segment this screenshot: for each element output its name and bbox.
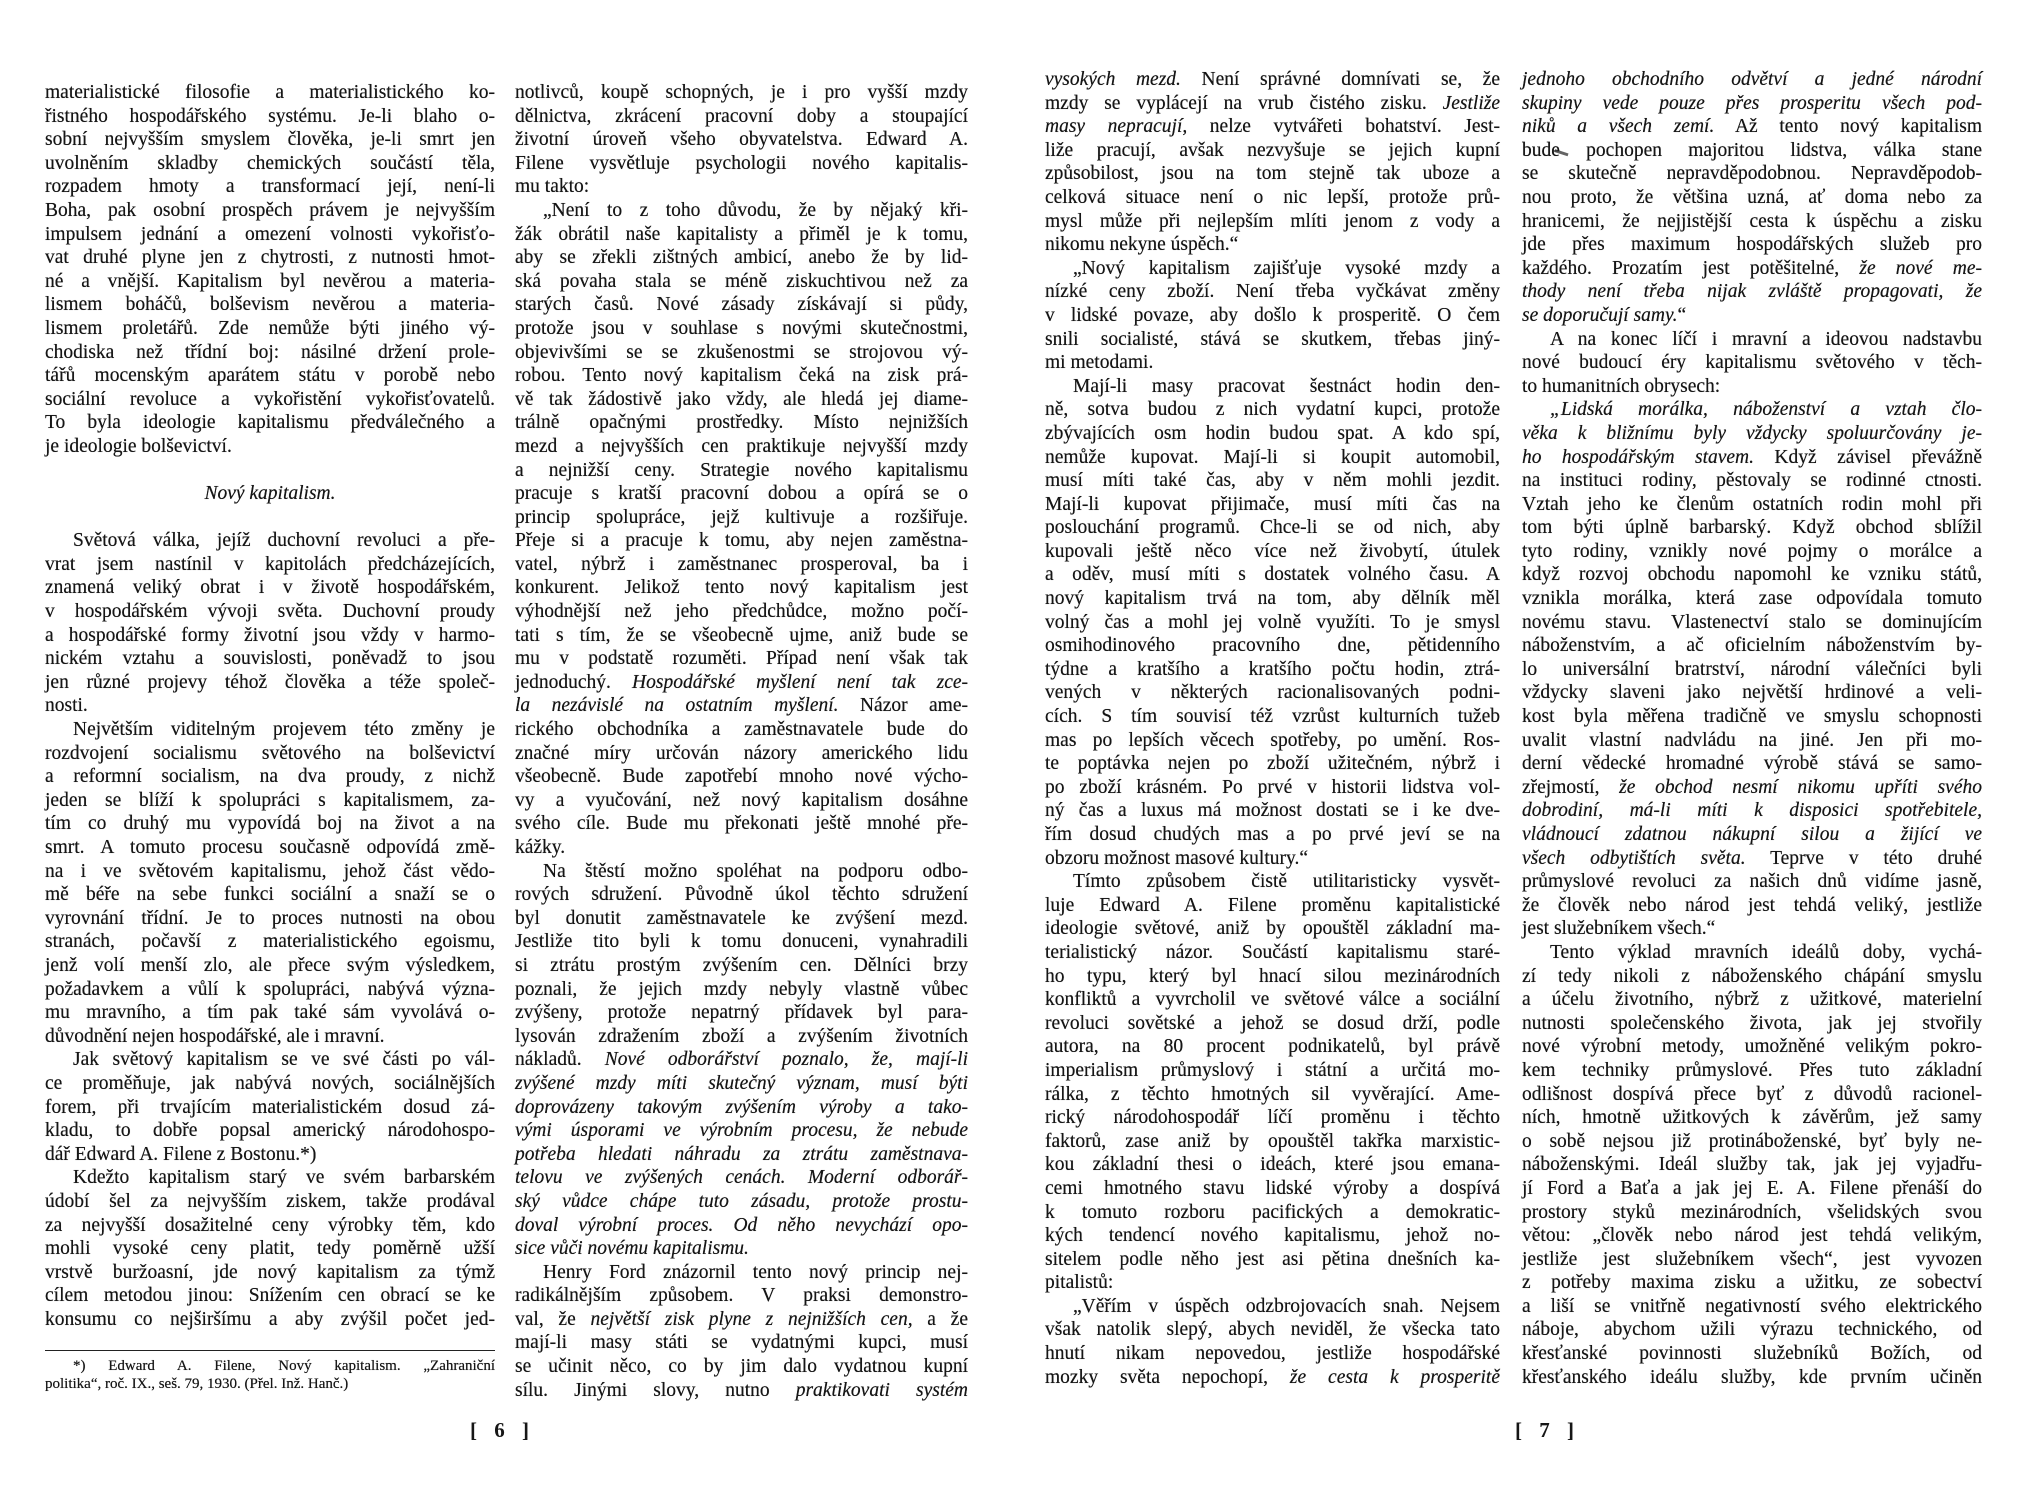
italic-segment: vládnoucí zdatnou nákupní silou a žijící ve [1522, 824, 1982, 845]
text-line: Mají-li masy pracovat šestnáct hodin den- [1073, 375, 1500, 397]
text-line: mi metodami. [1045, 352, 1154, 374]
text-line: mezd a nejvyšších cen praktikuje nejvyšší mzdy [515, 435, 968, 457]
text-line: křesťanského ideálu služby, kde prvním učiněn [1522, 1366, 1982, 1388]
text-line: větou: „člověk nebo národ jest tehdá velikým, [1522, 1225, 1982, 1247]
text-line: volný čas a mohl jej volně využíti. To je smysl [1045, 611, 1500, 633]
text-line: vždycky slaveni jako největší hrdinové a veli- [1522, 682, 1982, 704]
text-line: „Nový kapitalism zajišťuje vysoké mzdy a [1073, 257, 1500, 279]
text-line: nový kapitalism trvá na tom, aby dělník měl [1045, 588, 1500, 610]
text-line: Jak světový kapitalism se ve své části po vál- [73, 1049, 495, 1071]
text-line: Filene vysvětluje psychologii nového kapitalis- [515, 152, 968, 174]
text-segment: val, že [515, 1308, 591, 1330]
text-line: autora, na 80 procent podnikatelů, byl právě [1045, 1036, 1500, 1058]
text-line: luje Edward A. Filene proměnu kapitalistické [1045, 894, 1500, 916]
text-line: týdne a kratšího a kratšího počtu hodin, ztrá- [1045, 658, 1500, 680]
text-line: Jestliže tito byli k tomu donuceni, vynahradili [515, 931, 968, 953]
text-line: konfliktů a vyvrcholil ve světové válce a sociální [1045, 989, 1500, 1011]
text-line: tářů mocenským aparátem státu v porobě nebo [45, 365, 495, 387]
italic-segment: „Lidská morálka, náboženství a vztah člo- [1550, 399, 1982, 421]
italic-segment: dobrodiní, má-li míti k disposici spotřebitele, [1522, 800, 1982, 822]
text-line: jenž volí menší zlo, ale přece svým výsledkem, [45, 954, 495, 976]
page-number-left: [ 6 ] [470, 1418, 535, 1442]
text-line: nikomu nekyne úspěch.“ [1045, 234, 1239, 256]
text-line: rický národohospodář líčí proměnu i těchto [1045, 1107, 1500, 1129]
text-line: vznikla morálka, která zase odpovídala tomuto [1522, 588, 1982, 610]
text-line [515, 1308, 968, 1332]
text-line: a liší se vnitřně negativností svého elektrického [1522, 1295, 1982, 1317]
text-line: musí míti také čas, aby v něm mohli jezdit. [1045, 470, 1500, 492]
text-segment: Není správné domnívati se, že [1180, 69, 1500, 90]
text-line: jí Ford a Baťa a jak jej E. A. Filene přenáší do [1522, 1177, 1982, 1199]
section-heading: Nový kapitalism. [204, 483, 336, 505]
italic-segment: že nové me- [1859, 257, 1982, 279]
text-line: celková situace není o nic lepší, protože prů- [1045, 186, 1500, 208]
text-line: nové budoucí éry kapitalismu světového v těch- [1522, 352, 1982, 374]
text-line: lismem proletářů. Zde nemůže býti jiného vý- [45, 317, 495, 339]
text-line: z potřeby maxima zisku a užitku, ze sobectví [1522, 1272, 1982, 1294]
text-line: radikálnějším způsobem. V praksi demonstro- [515, 1285, 968, 1307]
text-line: nosti. [45, 695, 88, 717]
text-line: robou. Tento nový kapitalism čeká na zisk prá- [515, 365, 968, 387]
text-line: vy a vyučování, než nový kapitalism dosáhne [515, 789, 968, 811]
text-line: rozdvojení socialismu světového na bolševictví [45, 742, 495, 764]
text-line: To byla ideologie kapitalismu předválečného a [45, 412, 495, 434]
text-line: a nejnižší ceny. Strategie nového kapitalismu [515, 459, 968, 481]
text-segment: nelze vytvářeti bohatství. Jest- [1187, 116, 1501, 138]
text-line: požadavkem a vůlí k spolupráci, nabývá význa- [45, 978, 495, 1000]
text-line: hranicemi, že nejjistější cesta k úspěchu a zisku [1522, 210, 1982, 232]
text-line: ních, hmotně užitkových k závěrům, jež samy [1522, 1107, 1982, 1129]
text-line: způsobilost, jsou na tom stejně tak uboze a [1045, 163, 1500, 185]
text-line: osmihodinového pracovního dne, pětidenního [1045, 635, 1500, 657]
text-line: dář Edward A. Filene z Bostonu.*) [45, 1143, 317, 1165]
text-line: prostory styků mezinárodních, všelidských svou [1522, 1201, 1982, 1223]
text-line: pitalistů: [1045, 1272, 1114, 1294]
text-line: svého cíle. Bude mu překonati ještě mnohé pře- [515, 813, 968, 835]
text-line: Tento výklad mravních ideálů doby, vychá- [1550, 941, 1982, 963]
text-line: kupovali ještě něco více než živobytí, útulek [1045, 540, 1500, 562]
text-line: rálka, z těchto hmotných sil vyvěrající. Ame- [1045, 1083, 1500, 1105]
text-line: když rozvoj obchodu napomohl ke vzniku států, [1522, 564, 1982, 586]
text-line: cemi hmotného stavu lidské výroby a dospívá [1045, 1177, 1500, 1199]
text-segment: zřejmostí, [1522, 776, 1620, 798]
page-number-right: [ 7 ] [1515, 1418, 1580, 1442]
text-line: tom býti úplně barbarský. Když obchod sblížil [1522, 517, 1982, 539]
text-segment: sílu. Jinými slovy, nutno [515, 1379, 796, 1401]
italic-segment: zvýšené mzdy míti skutečný význam, musí býti [515, 1072, 968, 1094]
text-line: náboženskými. Ideál služby tak, jak jej vyjadřu- [1522, 1154, 1982, 1176]
italic-segment: vými úsporami ve výrobním procesu, že nebude [515, 1120, 968, 1142]
text-line [1045, 92, 1500, 116]
italic-segment: věka k bližnímu byly vždycky spoluurčovány je- [1522, 422, 1982, 444]
text-line: mysl může při nejlepším mlíti jenom z vody a [1045, 210, 1500, 232]
text-line: je ideologie bolševictví. [45, 435, 232, 457]
text-line: mě béře na sebe funkci sociální a snaží se o [45, 884, 495, 906]
text-line: vě tak žádostivě jako vždy, ale hledá jej diame- [515, 388, 968, 410]
text-line: trálně opačnými prostředky. Místo nejnižších [515, 412, 968, 434]
italic-segment: potřeba hledati náhradu za ztrátu zaměstnava- [515, 1143, 968, 1165]
text-line: starých časů. Nové zásady získávají si půdy, [515, 294, 968, 316]
text-line: impulsem jednání a omezení volnosti vykořisťo- [45, 223, 495, 245]
text-line: mají-li masy státi se vydatnými kupci, musí [515, 1332, 968, 1354]
italic-segment: thody není třeba nijak zvláště propagovati, že [1522, 281, 1982, 303]
text-line: Přeje si a pracuje k tomu, aby nejen zaměstna- [515, 530, 968, 552]
text-line: novému stavu. Vlastenectví stalo se dominujícím [1522, 611, 1982, 633]
text-line [1522, 422, 1982, 446]
text-segment: Teprve v této druhé [1745, 847, 1982, 869]
text-line [1045, 115, 1500, 139]
text-line: zvýšeny, protože nepatrný přídavek byl para- [515, 1002, 968, 1024]
italic-segment: všech odbytištích světa. [1522, 847, 1746, 869]
text-line: kem techniky průmyslové. Přes tuto základní [1522, 1059, 1982, 1081]
text-line: konsumu co nejširšímu a aby zvýšil počet jed- [45, 1308, 495, 1330]
text-line: k tomuto rozboru pacifických a demokratic- [1045, 1201, 1500, 1223]
text-line: rozpadem hmoty a transformací její, není-li [45, 176, 495, 198]
text-line [1522, 304, 1982, 328]
text-line: byl donutit zaměstnavatele ke zvýšení mezd. [515, 907, 968, 929]
text-line: průmyslové revoluci za našich dnů vidíme jasně, [1522, 871, 1982, 893]
italic-segment: sice vůči novému kapitalismu. [515, 1238, 749, 1260]
text-line: rického obchodníka a zaměstnavatele bude do [515, 719, 968, 741]
text-line: všeobecně. Bude zapotřebí mnoho nové výcho- [515, 766, 968, 788]
italic-segment: se doporučují samy. [1522, 304, 1678, 326]
text-segment: “ [1677, 304, 1687, 326]
text-line: jde přes maximum hospodářských služeb pro [1522, 234, 1982, 256]
text-column-page6-right [515, 81, 968, 1402]
text-line: kou základní thesi o ideách, které jsou emana- [1045, 1154, 1500, 1176]
text-line [1522, 823, 1982, 847]
text-line: vených v některých racionalisovaných podni- [1045, 682, 1500, 704]
text-line: protože jsou v souhlase s novými skutečnostmi, [515, 317, 968, 339]
text-line: sitelem podle něho jest asi pětina dnešních ka- [1045, 1248, 1500, 1270]
text-line: nickém vztahu a souvislosti, poněvadž to jsou [45, 648, 495, 670]
text-line [1522, 776, 1982, 800]
italic-segment: doval výrobní proces. Od něho nevychází opo- [515, 1214, 968, 1236]
text-segment: mozky světa nepochopí, [1045, 1366, 1290, 1388]
text-line: Tímto způsobem čistě utilitaristicky vysvět- [1073, 871, 1500, 893]
text-line: a oděv, musí míti s dostatek volného času. A [1045, 564, 1500, 586]
text-line: poslouchání programů. Chce-li se od nich, aby [1045, 517, 1500, 539]
text-line: za nejvyšší dosažitelné ceny výrobky těm, kdo [45, 1214, 495, 1236]
text-segment: jednoduchý. [515, 671, 633, 693]
text-line: obzoru možnost masové kultury.“ [1045, 847, 1309, 869]
italic-segment: la nezávislé na ostatním myšlení. [515, 695, 839, 717]
italic-segment: že obchod nesmí nikomu upříti svého [1619, 776, 1982, 798]
text-line: tati s tím, že se všeobecně ujme, aniž bude se [515, 624, 968, 646]
text-column-page6-left [45, 81, 495, 1331]
text-line: kost byla měřena tradičně ve smyslu schopnosti [1522, 706, 1982, 728]
text-line: se učinit něco, co by jim dalo vydatnou kupní [515, 1356, 968, 1378]
text-line: v hospodářském vývoji světa. Duchovní proudy [45, 601, 495, 623]
text-line: si ztrátu prostým zvýšením cen. Dělníci brzy [515, 954, 968, 976]
text-line: princip spolupráce, jejž kultivuje a rozšiřuje. [515, 506, 968, 528]
text-line: však natolik slepý, abych neviděl, že všecka tato [1045, 1319, 1500, 1341]
text-line: jen různé projevy téhož člověka a téže společ- [45, 671, 495, 693]
text-line: dělnictva, zkrácení pracovní doby a stoupající [515, 105, 968, 127]
text-line: ideologie světové, aniž by opouštěl základní ma- [1045, 918, 1500, 940]
text-line: vyrovnání třídní. Je to proces nutnosti na obou [45, 907, 495, 929]
text-line: na i ve světovém kapitalismu, jehož část vědo- [45, 860, 495, 882]
footnote-line: politika“, roč. IX., seš. 79, 1930. (Přel. Inž. Hanč.) [45, 1376, 349, 1392]
text-line [515, 1379, 968, 1403]
text-line: cích. S tím souvisí též vzrůst kulturních tužeb [1045, 706, 1500, 728]
text-line [1045, 68, 1500, 92]
text-line [1522, 280, 1982, 304]
text-line: a účelu životního, nýbrž z užitkové, materielní [1522, 989, 1982, 1011]
text-line: pracuje s kratší pracovní dobou a opírá se o [515, 483, 968, 505]
text-line: hnutí nikam nepovedou, jestliže hospodářské [1045, 1343, 1500, 1365]
text-line: A na konec líčí i mravní a ideovou nadstavbu [1550, 328, 1982, 350]
text-line: řistného hospodářského systému. Je-li blaho o- [45, 105, 495, 127]
text-segment: nákladů. [515, 1049, 605, 1071]
text-line: snili socialisté, stává se skutkem, třebas jiný- [1045, 328, 1500, 350]
blank-line [45, 506, 495, 530]
text-line: na instituci rodiny, pěstovaly se rodinné ctnosti. [1522, 470, 1982, 492]
text-line: revoluci sovětské a jehož se dosud drží, podle [1045, 1012, 1500, 1034]
text-segment: každého. Prozatím jest potěšitelné, [1522, 257, 1860, 279]
text-line: sobní nejvyšším smyslem člověka, je-li smrt jen [45, 129, 495, 151]
text-line: náboženstvím, a ač oficielním náboženstvím by- [1522, 635, 1982, 657]
text-line: smrt. A tomuto procesu současně odpovídá změ- [45, 837, 495, 858]
text-line: lismem boháčů, bolševism nevěrou a materia- [45, 294, 495, 316]
text-line: ně, sotva budou z nich vydatní kupci, protože [1045, 399, 1500, 421]
italic-segment: největší zisk plyne z nejnižších cen, [590, 1308, 913, 1330]
text-line: důvodnění nejen hospodářské, ale i mravní. [45, 1025, 385, 1047]
text-line: uvalit vlastní nadvládu na jiné. Jen při mo- [1522, 729, 1982, 751]
text-line: nou proto, že většina uzná, ať doma nebo za [1522, 186, 1982, 208]
text-line: konkurent. Jelikož tento nový kapitalism jest [515, 577, 968, 599]
text-line: tím co druhý mu vypovídá boj na život a na [45, 813, 495, 835]
text-line: Největším viditelným projevem této změny je [73, 719, 495, 741]
italic-segment: ho hospodářským stavem. [1522, 446, 1755, 468]
text-line: tyto rodiny, vznikly nové pojmy o morálce a [1522, 540, 1982, 562]
text-line [515, 694, 968, 718]
text-segment: Až tento nový kapitalism [1714, 116, 1982, 138]
italic-segment: Nové odborářství poznalo, že, mají-li [604, 1049, 968, 1071]
text-line: křesťanské povinnosti služebníků Božích, od [1522, 1343, 1982, 1365]
text-line [1522, 92, 1982, 116]
text-line: imperialism průmyslový i státní a určitá mo- [1045, 1059, 1500, 1081]
text-line [515, 1048, 968, 1072]
text-line: stranách, počavší z materialistického egoismu, [45, 931, 495, 953]
blank-line [45, 459, 495, 483]
text-line: zbývajících osm hodin budou spat. A kdo spí, [1045, 422, 1500, 444]
text-line: Vztah jeho ke členům ostatních rodin mohl při [1522, 493, 1982, 515]
text-line: jest služebníkem všech.“ [1522, 918, 1716, 940]
text-segment: a že [912, 1308, 968, 1330]
text-segment: Názor ame- [838, 695, 968, 717]
text-line: ný čas a luxus má možnost dostati se i ke dve- [1045, 800, 1500, 822]
text-line: notlivců, koupě schopných, je i pro vyšší mzdy [515, 82, 968, 103]
text-line: kážky. [515, 837, 566, 858]
text-line: mu takto: [515, 176, 590, 198]
text-segment: Když závisel převážně [1754, 446, 1982, 468]
text-line: ho typu, který byl hnací silou mezinárodních [1045, 965, 1500, 987]
text-line: „Věřím v úspěch odzbrojovacích snah. Nejsem [1073, 1295, 1500, 1317]
text-column-page7-left [1045, 68, 1500, 1389]
text-line: řím dosud chudých mas a po prvé jeví se na [1045, 824, 1500, 845]
text-line: kladu, to dobře popsal americký národohospo- [45, 1120, 495, 1142]
italic-segment: jednoho obchodního odvětví a jedné národní [1522, 69, 1982, 90]
text-line: vrat jsem nastínil v kapitolách předcházejících, [45, 553, 495, 575]
text-line: derní vědecké hromadné výrobě stává se samo- [1522, 753, 1982, 775]
text-line: lo universální bratrství, národní válečníci byli [1522, 658, 1982, 680]
text-line: se skutečně nepravděpodobnou. Nepravděpodob- [1522, 163, 1982, 185]
text-line: faktorů, zase aniž by opouštěl takřka marxistic- [1045, 1130, 1500, 1152]
text-line: bude pochopen majoritou lidstva, válka stane [1522, 139, 1982, 161]
italic-segment: že cesta k prosperitě [1289, 1366, 1500, 1388]
text-line [515, 1072, 968, 1096]
italic-segment: skupiny vede pouze přes prosperitu všech pod- [1522, 92, 1982, 114]
text-line: mu mravního, a tím pak také sám vyvolává o- [45, 1002, 495, 1024]
text-line: údobí šel za nejvyšším ziskem, takže prodával [45, 1190, 495, 1212]
text-line [1522, 799, 1982, 823]
text-line: odlišnost dospívá přece byť z důvodů racionel- [1522, 1083, 1982, 1105]
text-line: terialistický názor. Součástí kapitalismu staré- [1045, 941, 1500, 963]
text-line [1522, 446, 1982, 470]
text-line: vrstvě buržoasní, jde nový kapitalism za týmž [45, 1261, 495, 1283]
footnote [45, 1357, 495, 1393]
italic-segment: praktikovati systém [795, 1379, 968, 1401]
text-line: to humanitních obrysech: [1522, 375, 1721, 397]
text-line: nemůže kupovat. Mají-li si koupit automobil, [1045, 446, 1500, 468]
text-line [515, 1237, 968, 1261]
footnote-line: *) Edward A. Filene, Nový kapitalism. „Zahraniční [73, 1358, 495, 1374]
text-line: vatel, nýbrž i zaměstnanec prosperoval, ba i [515, 553, 968, 575]
italic-segment: Hospodářské myšlení není tak zce- [632, 671, 968, 693]
text-line: Kdežto kapitalism starý ve svém barbarském [73, 1167, 495, 1189]
text-column-page7-right [1522, 68, 1982, 1389]
text-line [515, 1119, 968, 1143]
text-line: forem, při trvajícím materialistickém dosud zá- [45, 1096, 495, 1118]
text-line: rových sdružení. Původně úkol těchto sdružení [515, 884, 968, 906]
italic-segment: Jestliže [1442, 92, 1500, 114]
text-line: nové výrobní metody, umožněné velikým pokro- [1522, 1036, 1982, 1058]
text-line: né a vnější. Kapitalism byl nevěrou a materia- [45, 270, 495, 292]
text-line: mas po lepších věcech spotřeby, po umění. Ros- [1045, 729, 1500, 751]
text-line: kých tendencí nového kapitalismu, jehož no- [1045, 1225, 1500, 1247]
text-line: Henry Ford znázornil tento nový princip nej- [543, 1261, 968, 1283]
text-line: zí tedy nikoli z náboženského chápání smyslu [1522, 965, 1982, 987]
text-line: cílem metodou jinou: Snížením cen obrací se ke [45, 1285, 495, 1307]
text-line: jeden se blíží k spolupráci s kapitalismem, za- [45, 789, 495, 811]
text-line: Boha, pak osobní prospěch právem je nejvyšším [45, 199, 495, 221]
text-line: poznali, že jejich mzdy nebyly vlastně vůbec [515, 978, 968, 1000]
italic-segment: niků a všech zemí. [1522, 116, 1715, 138]
text-line [515, 671, 968, 695]
text-line: vat druhé plyne jen z chytrosti, z nutnosti hmot- [45, 247, 495, 269]
text-line [1045, 1366, 1500, 1390]
text-line [515, 1214, 968, 1238]
text-line: lysován zdražením zboží a zvýšením životních [515, 1025, 968, 1047]
text-line [515, 1096, 968, 1120]
text-line: liže pracují, avšak nezvyšuje se jejich kupní [1045, 139, 1500, 161]
footnote-divider [45, 1350, 495, 1351]
text-line: v lidské povaze, aby došlo k prosperitě. O čem [1045, 304, 1500, 326]
italic-segment: ský vůdce chápe tuto zásadu, protože prostu- [515, 1190, 968, 1212]
text-line: uvolněním skladby chemických součástí těla, [45, 152, 495, 174]
italic-segment: vysokých mezd. [1045, 69, 1181, 90]
text-line: aby se zřekli zištných ambicí, anebo že by lid- [515, 247, 968, 269]
text-line: že člověk nebo národ jest tehdá veliký, jestliže [1522, 894, 1982, 916]
text-line: ce proměňuje, jak nabývá nových, sociálnějších [45, 1072, 495, 1094]
text-line: žák obrátil naše kapitalisty a přiměl je k tomu, [515, 223, 968, 245]
text-line: ská povaha stala se méně ziskuchtivou než za [515, 270, 968, 292]
text-line: te poptávka nejen po zboží užitečném, nýbrž i [1045, 753, 1500, 775]
text-line: Světová válka, jejíž duchovní revoluci a pře- [73, 530, 495, 552]
text-line: náboje, abychom užili výrazu technického, od [1522, 1319, 1982, 1341]
text-line [1522, 398, 1982, 422]
text-line: životní úroveň všeho obyvatelstva. Edward A. [515, 129, 968, 151]
text-line: mohli vysoké ceny platit, tedy poměrně užší [45, 1238, 495, 1260]
text-line: materialistické filosofie a materialistického ko- [45, 82, 495, 103]
text-line [1522, 68, 1982, 92]
text-line: objevivšími se se zkušenostmi se strojovou vý- [515, 341, 968, 363]
text-line [515, 1166, 968, 1190]
text-line [1522, 847, 1982, 871]
text-line: Na štěstí možno spoléhat na podporu odbo- [543, 860, 968, 882]
italic-segment: masy nepracují, [1045, 116, 1188, 138]
text-line [515, 1190, 968, 1214]
text-line: po zboží krásném. Po prvé v historii lidstva vol- [1045, 776, 1500, 798]
text-line: o sobě nejsou již protináboženské, byť byly ne- [1522, 1130, 1982, 1152]
text-line: chodiska než třídní boj: násilné držení prole- [45, 341, 495, 363]
text-line: jestliže jest služebníkem všech“, jest vyvozen [1522, 1248, 1982, 1270]
text-line [1522, 257, 1982, 281]
text-segment: mzdy se vyplácejí na vrub čistého zisku. [1045, 92, 1443, 114]
text-line: „Není to z toho důvodu, že by nějaký kři- [543, 199, 968, 221]
text-line: a hospodářské formy životní jsou vždy v harmo- [45, 624, 495, 646]
text-line: sociální revoluce a vykořistění vykořisťovatelů. [45, 388, 495, 410]
text-line: nutnosti společenského života, jak jej stvořily [1522, 1012, 1982, 1034]
italic-segment: doprovázeny takovým zvýšením výroby a tako- [515, 1096, 968, 1118]
text-line: značné míry určován názory amerického lidu [515, 742, 968, 764]
text-line: znamená veliký obrat i v životě hospodářském, [45, 577, 495, 599]
text-line [1522, 115, 1982, 139]
text-line: Mají-li kupovat přijimače, musí míti čas na [1045, 493, 1500, 515]
text-line: mu v podstatě rozuměti. Případ není však tak [515, 648, 968, 670]
text-line: a reformní socialism, na dva proudy, z nichž [45, 766, 495, 788]
text-line: výhodnější než jeho předchůdce, možno počí- [515, 601, 968, 623]
text-line: nízké ceny zboží. Není třeba vyčkávat změny [1045, 281, 1500, 303]
italic-segment: telovu ve zvýšených cenách. Moderní odborář- [515, 1167, 968, 1189]
text-line [515, 1143, 968, 1167]
